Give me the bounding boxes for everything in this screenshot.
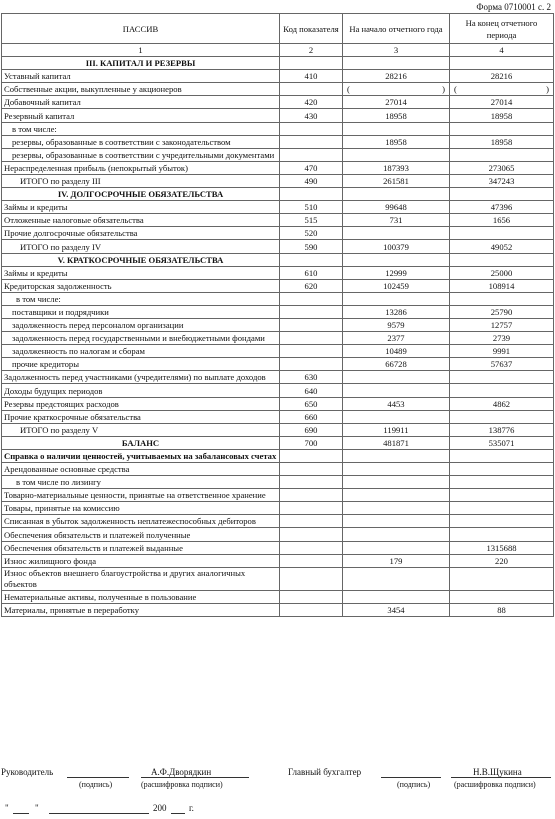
table-row bbox=[2, 318, 554, 331]
header-num-1: 1 bbox=[2, 44, 280, 57]
row-code: 510 bbox=[280, 201, 343, 214]
row-start bbox=[343, 476, 450, 489]
row-end: 9991 bbox=[450, 345, 554, 358]
head-sign-line bbox=[67, 767, 129, 778]
row-code bbox=[280, 57, 343, 70]
row-start: 187393 bbox=[343, 161, 450, 174]
table-row bbox=[2, 292, 554, 305]
row-name: резервы, образованные в соответствии с законодательством bbox=[2, 135, 280, 148]
row-name: Товарно-материальные ценности, принятые на ответственное хранение bbox=[2, 489, 280, 502]
row-start bbox=[343, 384, 450, 397]
table-row bbox=[2, 83, 554, 96]
row-name: поставщики и подрядчики bbox=[2, 305, 280, 318]
table-row bbox=[2, 590, 554, 603]
row-code: 410 bbox=[280, 70, 343, 83]
header-passive: ПАССИВ bbox=[2, 14, 280, 44]
row-start: 18958 bbox=[343, 109, 450, 122]
row-end bbox=[450, 371, 554, 384]
table-row bbox=[2, 476, 554, 489]
row-start: 99648 bbox=[343, 201, 450, 214]
row-start: 731 bbox=[343, 214, 450, 227]
row-code bbox=[280, 122, 343, 135]
row-code: 630 bbox=[280, 371, 343, 384]
row-name: Обеспечения обязательств и платежей полученные bbox=[2, 528, 280, 541]
date-year-suffix: г. bbox=[189, 803, 194, 813]
table-row bbox=[2, 515, 554, 528]
row-code bbox=[280, 541, 343, 554]
table-row bbox=[2, 174, 554, 187]
table-row bbox=[2, 305, 554, 318]
table-row bbox=[2, 279, 554, 292]
row-name: Отложенные налоговые обязательства bbox=[2, 214, 280, 227]
table-row bbox=[2, 384, 554, 397]
row-end: 1656 bbox=[450, 214, 554, 227]
row-code: 520 bbox=[280, 227, 343, 240]
row-end bbox=[450, 528, 554, 541]
row-name: Арендованные основные средства bbox=[2, 463, 280, 476]
header-num-4: 4 bbox=[450, 44, 554, 57]
table-row bbox=[2, 135, 554, 148]
row-code: 660 bbox=[280, 410, 343, 423]
row-start: 2377 bbox=[343, 332, 450, 345]
header-end: На конец отчетного периода bbox=[450, 14, 554, 44]
row-name: Доходы будущих периодов bbox=[2, 384, 280, 397]
head-decode-hint: (расшифровка подписи) bbox=[141, 780, 223, 789]
row-end: 108914 bbox=[450, 279, 554, 292]
table-row bbox=[2, 345, 554, 358]
table-row bbox=[2, 57, 554, 70]
row-name: Справка о наличии ценностей, учитываемых на забалансовых счетах bbox=[2, 449, 280, 462]
row-name: ИТОГО по разделу V bbox=[2, 423, 280, 436]
row-name: Нематериальные активы, полученные в пользование bbox=[2, 590, 280, 603]
row-end: 57637 bbox=[450, 358, 554, 371]
row-start bbox=[343, 449, 450, 462]
header-num-2: 2 bbox=[280, 44, 343, 57]
chief-decode-hint: (расшифровка подписи) bbox=[454, 780, 536, 789]
row-code bbox=[280, 135, 343, 148]
row-code bbox=[280, 528, 343, 541]
row-end: 347243 bbox=[450, 174, 554, 187]
row-code: 515 bbox=[280, 214, 343, 227]
table-row bbox=[2, 554, 554, 567]
row-name: III. КАПИТАЛ И РЕЗЕРВЫ bbox=[2, 57, 280, 70]
table-row bbox=[2, 423, 554, 436]
row-name: Займы и кредиты bbox=[2, 266, 280, 279]
row-name: Износ объектов внешнего благоустройства и других аналогичных объектов bbox=[2, 567, 280, 590]
row-start bbox=[343, 148, 450, 161]
table-row bbox=[2, 96, 554, 109]
row-code: 470 bbox=[280, 161, 343, 174]
row-end bbox=[450, 502, 554, 515]
row-code bbox=[280, 345, 343, 358]
row-start bbox=[343, 122, 450, 135]
row-name: Уставный капитал bbox=[2, 70, 280, 83]
table-row bbox=[2, 253, 554, 266]
row-start: 119911 bbox=[343, 423, 450, 436]
table-row bbox=[2, 436, 554, 449]
row-end bbox=[450, 590, 554, 603]
row-name: Списанная в убыток задолженность неплатежеспособных дебиторов bbox=[2, 515, 280, 528]
row-name: в том числе: bbox=[2, 122, 280, 135]
row-start: 481871 bbox=[343, 436, 450, 449]
row-code bbox=[280, 515, 343, 528]
row-name: в том числе: bbox=[2, 292, 280, 305]
row-code bbox=[280, 590, 343, 603]
row-name: Резервный капитал bbox=[2, 109, 280, 122]
row-start: 102459 bbox=[343, 279, 450, 292]
row-start bbox=[343, 188, 450, 201]
row-end: 49052 bbox=[450, 240, 554, 253]
row-end bbox=[450, 410, 554, 423]
row-code bbox=[280, 188, 343, 201]
row-start: 3454 bbox=[343, 603, 450, 616]
row-start bbox=[343, 528, 450, 541]
row-end: 88 bbox=[450, 603, 554, 616]
row-end: 273065 bbox=[450, 161, 554, 174]
row-name: ИТОГО по разделу IV bbox=[2, 240, 280, 253]
row-end bbox=[450, 122, 554, 135]
table-row bbox=[2, 502, 554, 515]
row-name: задолженность по налогам и сборам bbox=[2, 345, 280, 358]
row-code: 690 bbox=[280, 423, 343, 436]
row-name: Добавочный капитал bbox=[2, 96, 280, 109]
table-row bbox=[2, 266, 554, 279]
date-quote-open: " bbox=[5, 803, 9, 813]
row-end bbox=[450, 292, 554, 305]
row-end: 25000 bbox=[450, 266, 554, 279]
row-start bbox=[343, 253, 450, 266]
row-start bbox=[343, 515, 450, 528]
header-start: На начало отчетного года bbox=[343, 14, 450, 44]
row-start: 27014 bbox=[343, 96, 450, 109]
row-start: 179 bbox=[343, 554, 450, 567]
table-row bbox=[2, 214, 554, 227]
table-row bbox=[2, 240, 554, 253]
row-code bbox=[280, 305, 343, 318]
date-year-prefix: 200 bbox=[153, 803, 167, 813]
row-start: 18958 bbox=[343, 135, 450, 148]
row-code bbox=[280, 463, 343, 476]
row-end bbox=[450, 188, 554, 201]
row-start bbox=[343, 410, 450, 423]
head-label: Руководитель bbox=[1, 767, 54, 777]
row-end: 4862 bbox=[450, 397, 554, 410]
row-start: 12999 bbox=[343, 266, 450, 279]
row-code bbox=[280, 476, 343, 489]
row-code bbox=[280, 83, 343, 96]
row-end bbox=[450, 567, 554, 590]
table-row bbox=[2, 70, 554, 83]
row-end: 138776 bbox=[450, 423, 554, 436]
table-row bbox=[2, 489, 554, 502]
row-code bbox=[280, 603, 343, 616]
row-end bbox=[450, 148, 554, 161]
table-row bbox=[2, 332, 554, 345]
row-code bbox=[280, 148, 343, 161]
row-start bbox=[343, 57, 450, 70]
row-name: Собственные акции, выкупленные у акционеров bbox=[2, 83, 280, 96]
row-end: 25790 bbox=[450, 305, 554, 318]
row-end: 220 bbox=[450, 554, 554, 567]
row-name: Износ жилищного фонда bbox=[2, 554, 280, 567]
row-end: 12757 bbox=[450, 318, 554, 331]
row-code bbox=[280, 489, 343, 502]
row-code bbox=[280, 358, 343, 371]
row-end: 18958 bbox=[450, 135, 554, 148]
row-end: 18958 bbox=[450, 109, 554, 122]
row-end bbox=[450, 463, 554, 476]
row-end bbox=[450, 515, 554, 528]
table-row bbox=[2, 449, 554, 462]
table-row bbox=[2, 397, 554, 410]
row-name: Обеспечения обязательств и платежей выданные bbox=[2, 541, 280, 554]
row-end bbox=[450, 476, 554, 489]
row-end: 28216 bbox=[450, 70, 554, 83]
row-code: 430 bbox=[280, 109, 343, 122]
row-start: 4453 bbox=[343, 397, 450, 410]
row-name: прочие кредиторы bbox=[2, 358, 280, 371]
row-code: 700 bbox=[280, 436, 343, 449]
row-code: 640 bbox=[280, 384, 343, 397]
signatures bbox=[1, 765, 553, 791]
row-code: 620 bbox=[280, 279, 343, 292]
table-row bbox=[2, 188, 554, 201]
table-row bbox=[2, 371, 554, 384]
row-code bbox=[280, 567, 343, 590]
row-code: 610 bbox=[280, 266, 343, 279]
row-code: 490 bbox=[280, 174, 343, 187]
row-code bbox=[280, 449, 343, 462]
row-name: Товары, принятые на комиссию bbox=[2, 502, 280, 515]
row-start bbox=[343, 590, 450, 603]
row-name: в том числе по лизингу bbox=[2, 476, 280, 489]
row-start bbox=[343, 502, 450, 515]
row-code bbox=[280, 332, 343, 345]
row-code bbox=[280, 554, 343, 567]
row-name: задолженность перед персоналом организации bbox=[2, 318, 280, 331]
row-name: резервы, образованные в соответствии с учредительными документами bbox=[2, 148, 280, 161]
row-end: 1315688 bbox=[450, 541, 554, 554]
row-name: Нераспределенная прибыль (непокрытый убыток) bbox=[2, 161, 280, 174]
table-row bbox=[2, 541, 554, 554]
row-name: Задолженность перед участниками (учредителями) по выплате доходов bbox=[2, 371, 280, 384]
row-start bbox=[343, 227, 450, 240]
row-name: задолженность перед государственными и внебюджетными фондами bbox=[2, 332, 280, 345]
balance-table bbox=[1, 13, 554, 617]
row-start: 28216 bbox=[343, 70, 450, 83]
row-code: 650 bbox=[280, 397, 343, 410]
row-start bbox=[343, 292, 450, 305]
head-sign-hint: (подпись) bbox=[79, 780, 113, 789]
table-row bbox=[2, 358, 554, 371]
row-end bbox=[450, 57, 554, 70]
table-row bbox=[2, 122, 554, 135]
row-start bbox=[343, 371, 450, 384]
form-code: Форма 0710001 с. 2 bbox=[476, 2, 551, 12]
table-row bbox=[2, 161, 554, 174]
row-name: Прочие краткосрочные обязательства bbox=[2, 410, 280, 423]
header-num-3: 3 bbox=[343, 44, 450, 57]
head-name-line bbox=[141, 767, 249, 778]
header-code: Код показателя bbox=[280, 14, 343, 44]
row-code: 590 bbox=[280, 240, 343, 253]
date-day-line bbox=[13, 803, 29, 814]
row-start: 261581 bbox=[343, 174, 450, 187]
table-row bbox=[2, 410, 554, 423]
row-end bbox=[450, 489, 554, 502]
table-row bbox=[2, 463, 554, 476]
row-name: IV. ДОЛГОСРОЧНЫЕ ОБЯЗАТЕЛЬСТВА bbox=[2, 188, 280, 201]
table-row bbox=[2, 528, 554, 541]
row-name: Прочие долгосрочные обязательства bbox=[2, 227, 280, 240]
row-start: 9579 bbox=[343, 318, 450, 331]
date-year-line bbox=[171, 803, 185, 814]
chief-sign-hint: (подпись) bbox=[397, 780, 431, 789]
row-end bbox=[450, 449, 554, 462]
table-row bbox=[2, 201, 554, 214]
row-name: Займы и кредиты bbox=[2, 201, 280, 214]
row-name: ИТОГО по разделу III bbox=[2, 174, 280, 187]
date-month-line bbox=[49, 803, 149, 814]
row-end bbox=[450, 253, 554, 266]
row-end: 27014 bbox=[450, 96, 554, 109]
row-code bbox=[280, 502, 343, 515]
row-start: 100379 bbox=[343, 240, 450, 253]
row-end bbox=[450, 384, 554, 397]
head-name: А.Ф.Дворядкин bbox=[151, 767, 212, 777]
table-row bbox=[2, 567, 554, 590]
row-start: 10489 bbox=[343, 345, 450, 358]
table-row bbox=[2, 227, 554, 240]
table-row bbox=[2, 603, 554, 616]
table-row bbox=[2, 148, 554, 161]
row-name: Материалы, принятые в переработку bbox=[2, 603, 280, 616]
row-start: 66728 bbox=[343, 358, 450, 371]
row-name: БАЛАНС bbox=[2, 436, 280, 449]
chief-name-line bbox=[451, 767, 551, 778]
row-end: ( ) bbox=[450, 83, 554, 96]
chief-sign-line bbox=[381, 767, 441, 778]
row-code bbox=[280, 292, 343, 305]
chief-label: Главный бухгалтер bbox=[288, 767, 362, 777]
date-quote-close: " bbox=[35, 803, 39, 813]
row-start: 13286 bbox=[343, 305, 450, 318]
chief-name: Н.В.Щукина bbox=[473, 767, 522, 777]
row-code bbox=[280, 253, 343, 266]
row-end bbox=[450, 227, 554, 240]
row-name: V. КРАТКОСРОЧНЫЕ ОБЯЗАТЕЛЬСТВА bbox=[2, 253, 280, 266]
row-name: Резервы предстоящих расходов bbox=[2, 397, 280, 410]
row-start bbox=[343, 541, 450, 554]
row-start bbox=[343, 463, 450, 476]
row-end: 47396 bbox=[450, 201, 554, 214]
row-end: 535071 bbox=[450, 436, 554, 449]
row-end: 2739 bbox=[450, 332, 554, 345]
row-start: ( ) bbox=[343, 83, 450, 96]
table-row bbox=[2, 109, 554, 122]
row-code: 420 bbox=[280, 96, 343, 109]
row-start bbox=[343, 489, 450, 502]
row-start bbox=[343, 567, 450, 590]
row-name: Кредиторская задолженность bbox=[2, 279, 280, 292]
row-code bbox=[280, 318, 343, 331]
